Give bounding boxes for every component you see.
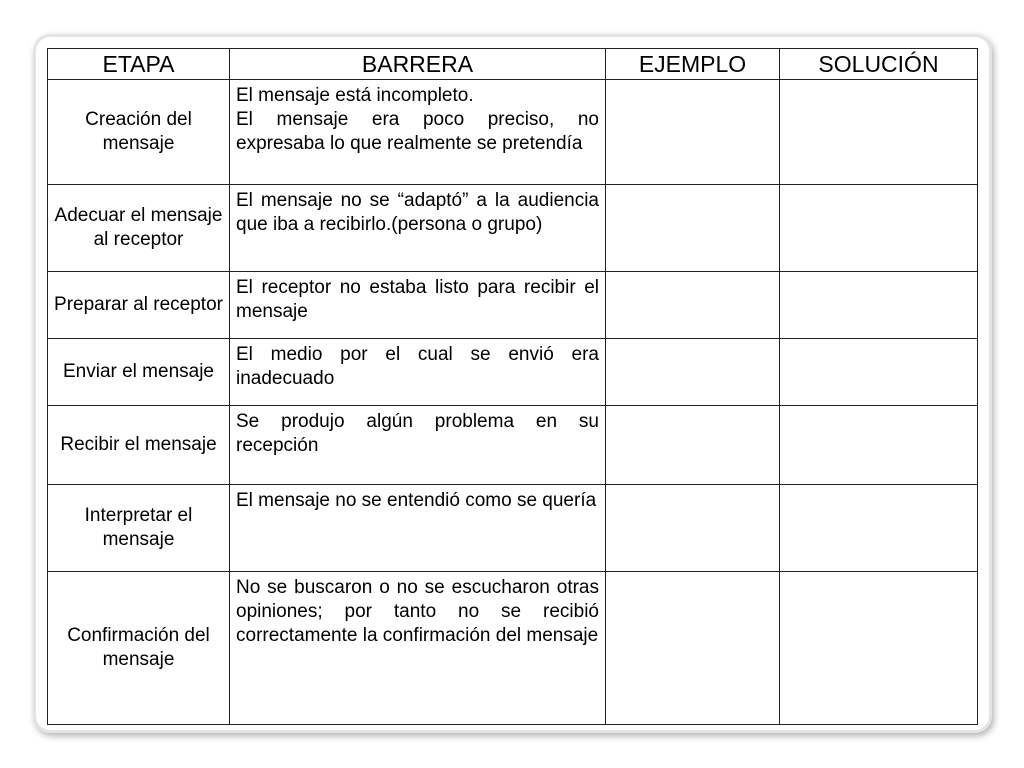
barrier-cell: [230, 406, 606, 485]
table-row: [48, 572, 978, 725]
barrier-cell: [230, 339, 606, 406]
example-cell: [606, 80, 780, 185]
example-cell: [606, 339, 780, 406]
table-row: [48, 485, 978, 572]
solution-cell: [780, 339, 978, 406]
barrier-line: El mensaje está incompleto.: [236, 85, 474, 106]
solution-cell: [780, 572, 978, 725]
stage-cell: Recibir el mensaje: [48, 406, 230, 485]
example-cell: [606, 485, 780, 572]
barrier-cell: [230, 272, 606, 339]
solution-cell: [780, 185, 978, 272]
table-row: [48, 339, 978, 406]
example-cell: [606, 272, 780, 339]
stage-cell: Interpretar el mensaje: [48, 485, 230, 572]
barrier-line: No se buscaron o no se escucharon otras opiniones; por tanto no se recibió correctamente la confirmación del mensaje: [236, 577, 599, 646]
table-row: [48, 185, 978, 272]
solution-cell: [780, 406, 978, 485]
solution-cell: [780, 485, 978, 572]
header-example: EJEMPLO: [606, 49, 780, 80]
stage-cell: Preparar al receptor: [48, 272, 230, 339]
barrier-line: El mensaje no se “adaptó” a la audiencia que iba a recibirlo.(persona o grupo): [236, 190, 599, 235]
example-cell: [606, 572, 780, 725]
example-cell: [606, 406, 780, 485]
barrier-cell: [230, 185, 606, 272]
solution-cell: [780, 272, 978, 339]
barrier-line: El mensaje no se entendió como se quería: [236, 490, 597, 511]
stage-cell: Creación del mensaje: [48, 80, 230, 185]
barrier-line: Se produjo algún problema en su recepción: [236, 411, 599, 456]
barrier-cell: [230, 80, 606, 185]
table-row: [48, 272, 978, 339]
barriers-table: [47, 48, 978, 725]
table-row: [48, 406, 978, 485]
barrier-line: El receptor no estaba listo para recibir el mensaje: [236, 277, 599, 322]
header-solution: SOLUCIÓN: [780, 49, 978, 80]
header-barrier: BARRERA: [230, 49, 606, 80]
barrier-cell: [230, 572, 606, 725]
header-row: [48, 49, 978, 80]
barrier-cell: [230, 485, 606, 572]
stage-cell: Confirmación del mensaje: [48, 572, 230, 725]
barrier-line: El medio por el cual se envió era inadecuado: [236, 344, 599, 389]
table-row: [48, 80, 978, 185]
solution-cell: [780, 80, 978, 185]
example-cell: [606, 185, 780, 272]
header-stage: ETAPA: [48, 49, 230, 80]
barrier-line: El mensaje era poco preciso, no expresaba lo que realmente se pretendía: [236, 109, 599, 154]
stage-cell: Enviar el mensaje: [48, 339, 230, 406]
stage-cell: Adecuar el mensaje al receptor: [48, 185, 230, 272]
